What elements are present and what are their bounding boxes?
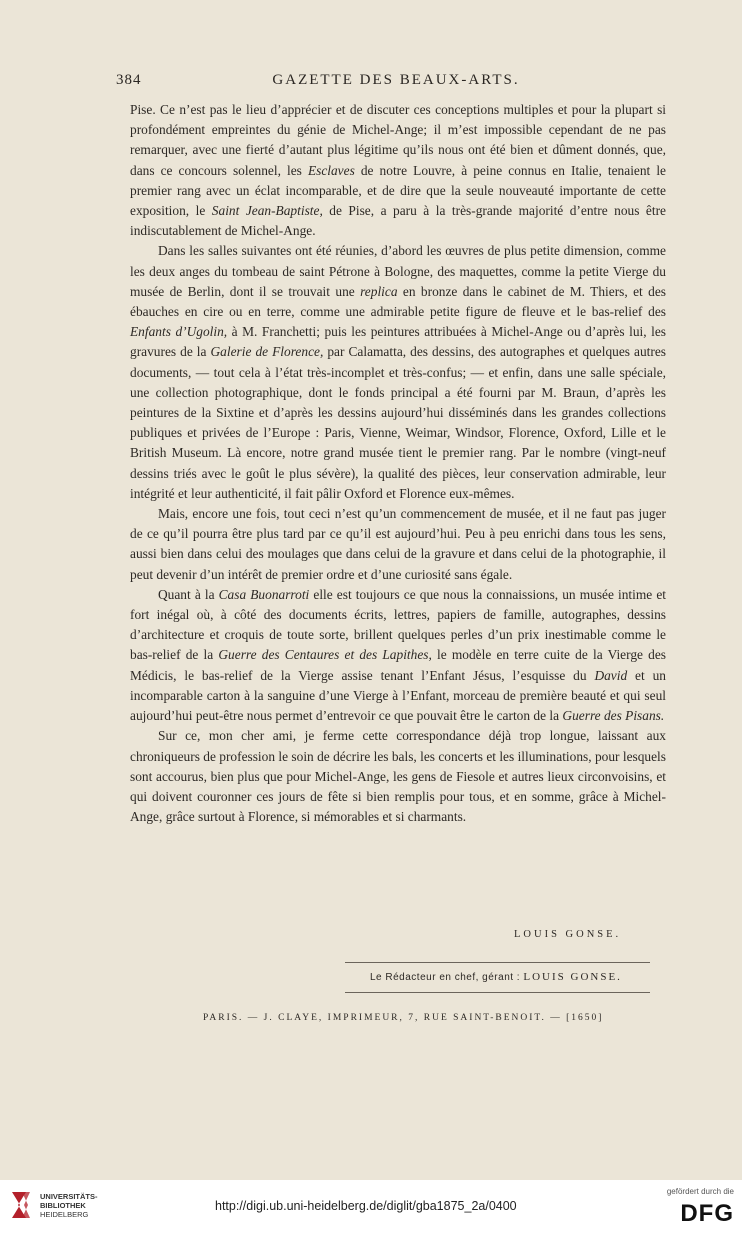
- editor-prefix: Le Rédacteur en chef, gérant :: [370, 972, 521, 983]
- library-name: UNIVERSITÄTS- BIBLIOTHEK HEIDELBERG: [40, 1192, 98, 1219]
- paragraph: [130, 726, 666, 827]
- page-number: 384: [116, 72, 142, 88]
- italic-title: Guerre des Pisans.: [562, 708, 665, 724]
- italic-title: Casa Buonarroti: [218, 586, 310, 602]
- author-signature: LOUIS GONSE.: [514, 929, 622, 940]
- italic-title: David: [594, 667, 628, 683]
- journal-title: GAZETTE DES BEAUX-ARTS.: [272, 72, 520, 88]
- italic-title: Guerre des Centaures et des Lapithes,: [218, 647, 432, 663]
- editor-name: LOUIS GONSE.: [523, 971, 622, 983]
- permalink-url[interactable]: http://digi.ub.uni-heidelberg.de/diglit/gba1875_2a/0400: [215, 1199, 517, 1213]
- paragraph: [130, 100, 666, 241]
- paragraph: [130, 504, 666, 585]
- italic-title: Saint Jean-Baptiste,: [211, 203, 323, 219]
- text-run: Mais, encore une fois, tout ceci n’est qu’un commencement de musée, et il ne faut pas juger de ce qu’il pourra être plus tard par ce qu’il est aujourd’hui. Peu à peu enrichi dans tous les sens, aussi bien dans celui des moulages que dans celui de la gravure et dans celui de la photographie, il peut devenir d’un intérêt de premier ordre et d’une curiosité sans égale.: [130, 506, 666, 582]
- editor-line: [370, 971, 622, 983]
- text-run: Pise. Ce n’est pas le lieu d’apprécier et de discuter ces conceptions multiples et pour la plupart si profondément empreintes du génie de Michel-Ange; il m’est impossible cependant de ne pas remarquer, avec une fierté d’autant plus légitime qu’ils nous ont été bien et dûment donnés, que, dans ce concours solennel, les: [130, 102, 666, 178]
- text-run: en bronze dans le cabinet de M. Thiers, et des ébauches en cire ou en terre, comme une admirable petite figure de fleuve et le bas-relief des: [130, 283, 666, 320]
- text-run: de notre Louvre, à peine connus en Italie, tenaient le premier rang avec un éclat incomparable, et de dire que la seule nouveauté importante de cette exposition, le: [130, 162, 667, 219]
- divider-rule: [345, 962, 650, 963]
- paragraph: [130, 585, 666, 726]
- italic-title: Galerie de Florence,: [210, 344, 324, 360]
- digitization-footer: [0, 1180, 742, 1233]
- text-run: Quant à la: [158, 586, 219, 602]
- article-body: [130, 100, 666, 827]
- printer-imprint: PARIS. — J. CLAYE, IMPRIMEUR, 7, RUE SAINT-BENOIT. — [1650]: [203, 1013, 604, 1023]
- text-run: Sur ce, mon cher ami, je ferme cette correspondance déjà trop longue, laissant aux chroniqueurs de profession le soin de décrire les bals, les concerts et les illuminations, pour lesquels sont accourus, bien plus que pour Michel-Ange, les gens de Fiesole et autres lieux circonvoisins, et qui doivent couronner ces jours de fête si bien remplis pour tous, et en somme, grâce à Michel-Ange, grâce surtout à Florence, si mémorables et si charmants.: [130, 728, 666, 825]
- divider-rule: [345, 992, 650, 993]
- text-run: à M. Franchetti; puis les peintures attribuées à Michel-Ange ou d’après lui, les gravures de la: [130, 324, 666, 360]
- paragraph: [130, 241, 666, 504]
- text-run: et un incomparable carton à la sanguine d’une Vierge à l’Enfant, morceau de première beauté et qui seul aujourd’hui peut-être nous permet d’entrevoir ce que pouvait être le carton de la: [130, 667, 666, 724]
- text-run: le modèle en terre cuite de la Vierge des Médicis, le bas-relief de la Vierge assise tenant l’Enfant Jésus, l’esquisse du: [130, 647, 666, 683]
- italic-title: replica: [360, 283, 398, 299]
- italic-title: Enfants d’Ugolin,: [130, 324, 228, 340]
- text-run: par Calamatta, des dessins, des autographes et quelques autres documents, — tout cela à l’état très-incomplet et très-confus; — et enfin, dans une salle spéciale, une collection photographique, dont le fonds principal a été fourni par M. Braun, d’après les peintures de la Sixtine et d’après les dessins aujourd’hui disséminés dans les grandes collections publiques et privées de l’Europe : Paris, Vienne, Weimar, Windsor, Florence, Oxford, Lille et le British Museum. Là encore, notre grand musée tient le premier rang. Par le nombre (vingt-neuf dessins triés avec le goût le plus sévère), la qualité des pièces, leur conservation admirable, leur intégrité et leur authenticité, il fait pâlir Oxford et Florence eux-mêmes.: [130, 344, 667, 501]
- funded-by-label: gefördert durch die: [666, 1187, 734, 1196]
- university-library-logo-icon[interactable]: [8, 1188, 34, 1226]
- text-run: de Pise, a paru à la très-grande majorité d’entre nous être indiscutablement de Michel-Ange.: [130, 203, 666, 239]
- italic-title: Esclaves: [307, 162, 355, 178]
- text-run: elle est toujours ce que nous la connaissions, un musée intime et fort inégal où, à côté des documents écrits, lettres, papiers de famille, autographes, dessins d’architecture et croquis de toute sorte, brillent quelques perles d’un prix inestimable comme le bas-relief de la: [130, 586, 666, 663]
- text-run: Dans les salles suivantes ont été réunies, d’abord les œuvres de plus petite dimension, comme les deux anges du tombeau de saint Pétrone à Bologne, des maquettes, comme la petite Vierge du musée de Berlin, dont il se trouvait une: [130, 243, 666, 299]
- dfg-logo-icon[interactable]: DFG: [680, 1200, 734, 1227]
